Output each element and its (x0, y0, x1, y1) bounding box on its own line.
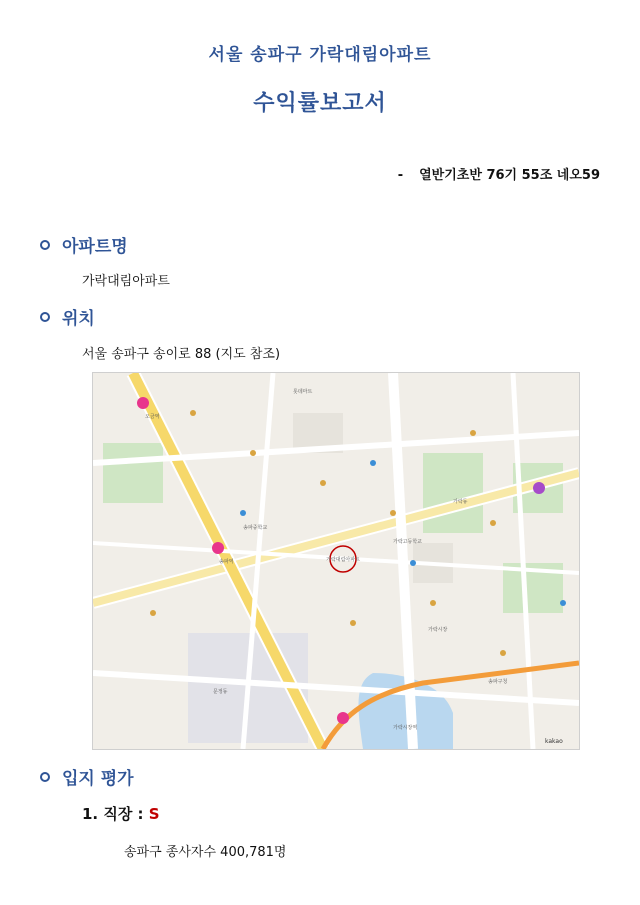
document-title: 서울 송파구 가락대림아파트 (208, 45, 432, 65)
location-map (92, 372, 580, 750)
evaluation-item-workplace (82, 803, 160, 824)
grade-badge: S (148, 805, 160, 823)
author-dash: - (397, 168, 404, 183)
document-subtitle: 수익률보고서 (253, 91, 387, 116)
employee-count: 송파구 종사자수 400,781명 (124, 845, 287, 860)
map-label: 가락고등학교 (393, 539, 422, 545)
section-location-heading (40, 304, 95, 329)
author-line (398, 164, 600, 183)
section-apartment-heading (40, 232, 128, 257)
location-address: 서울 송파구 송이로 88 (지도 참조) (82, 347, 281, 362)
item-label: 1. 직장 : (82, 805, 149, 823)
map-label: 가락시장 (428, 627, 448, 633)
map-marker-label: 가락대림아파트 (326, 557, 360, 563)
section-label: 위치 (62, 309, 95, 329)
map-label: 롯데마트 (293, 389, 313, 395)
map-attribution: kakao (545, 738, 563, 745)
apartment-name: 가락대림아파트 (82, 274, 170, 289)
map-label: 가락동 (453, 499, 468, 505)
map-label: 송파역 (219, 559, 234, 565)
section-evaluation-heading (40, 764, 134, 789)
bullet-icon (40, 772, 50, 782)
map-label: 송파중학교 (243, 525, 268, 531)
author-name: 열반기초반 76기 55조 네오59 (419, 168, 600, 183)
map-label: 송파구청 (488, 679, 508, 685)
bullet-icon (40, 240, 50, 250)
section-label: 아파트명 (62, 237, 128, 257)
map-label: 문정동 (213, 689, 228, 695)
map-label: 가락시장역 (393, 725, 418, 731)
section-label: 입지 평가 (62, 769, 134, 789)
map-label: 오금역 (145, 414, 160, 420)
bullet-icon (40, 312, 50, 322)
